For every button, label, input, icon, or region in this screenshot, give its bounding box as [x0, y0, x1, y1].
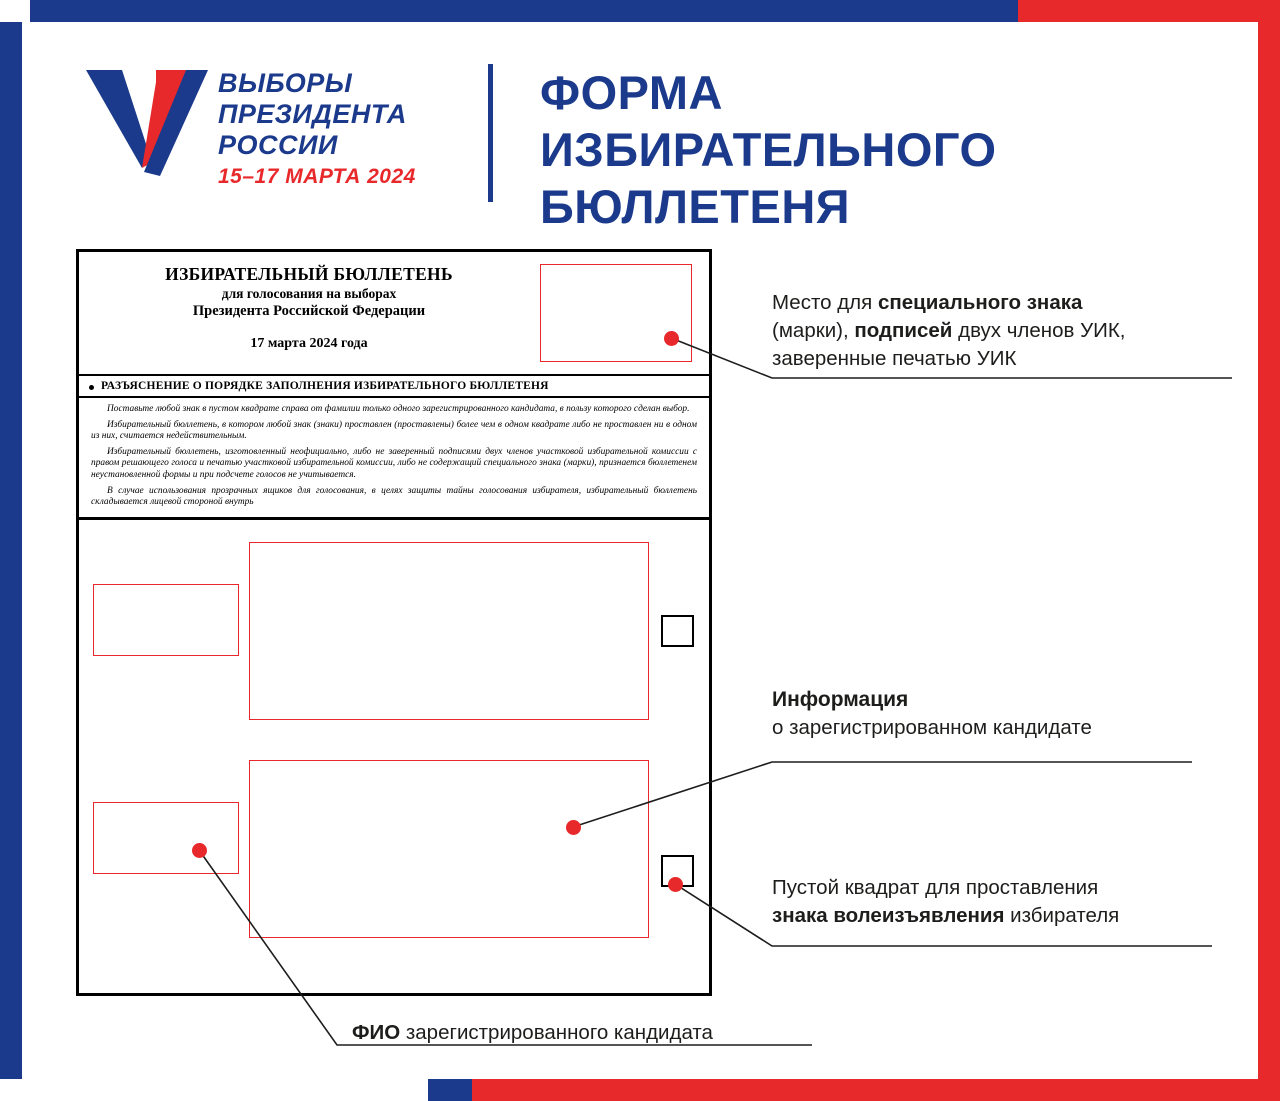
page-title-line-1: ФОРМА: [540, 66, 723, 119]
candidate-info-annotation-body: о зарегистрированном кандидате: [772, 716, 1092, 739]
stamp-annotation-bold-b: подписей: [854, 319, 953, 342]
ballot-title-line-1: ИЗБИРАТЕЛЬНЫЙ БЮЛЛЕТЕНЬ: [165, 264, 453, 284]
stamp-annotation-text-a: Место для: [772, 291, 878, 314]
explanation-paragraph: Избирательный бюллетень, в котором любой знак (знаки) проставлен (проставлены) более чем в одном квадрате либо не проставлен ни в одном из них, считается недействительным.: [91, 419, 697, 442]
logo-date: 15–17 МАРТА 2024: [218, 165, 416, 188]
candidate-name-annotation-rest: зарегистрированного кандидата: [400, 1021, 713, 1044]
logo-line-3: РОССИИ: [218, 130, 338, 160]
logo-line-2: ПРЕЗИДЕНТА: [218, 99, 407, 129]
callout-dot-stamp: [664, 331, 679, 346]
ballot-title-line-3: Президента Российской Федерации: [192, 303, 426, 319]
stamp-annotation-bold-a: специального знака: [877, 291, 1083, 314]
empty-square-annotation-bold: знака волеизъявления: [772, 904, 1005, 927]
explanation-paragraph: В случае использования прозрачных ящиков для голосования, в целях защиты тайны голосования избирателя, избирательный бюллетень складывается лицевой стороной внутрь: [91, 485, 697, 508]
callout-dot-candidate-info: [566, 820, 581, 835]
candidate-info-annotation-head: Информация: [772, 688, 909, 711]
stamp-annotation-text-b: (марки),: [772, 319, 855, 342]
candidate-name-annotation-bold: ФИО: [352, 1021, 401, 1044]
empty-square-annotation-tail: избирателя: [1004, 904, 1120, 927]
explanation-paragraph: Поставьте любой знак в пустом квадрате справа от фамилии только одного зарегистрированного кандидата, в пользу которого сделан выбор.: [107, 404, 690, 414]
logo-line-1: ВЫБОРЫ: [218, 68, 353, 98]
stamp-annotation-text-d: заверенные печатью УИК: [772, 347, 1017, 370]
explanation-paragraph: Избирательный бюллетень, изготовленный неофициально, либо не заверенный подписями двух членов участковой избирательной комиссии с правом решающего голоса и печатью участковой избирательной комиссии, либо не содержащий специального знака (марки), признается бюллетенем неустановленной формы и при подсчете голосов не учитывается.: [91, 446, 697, 480]
ballot-date: 17 марта 2024 года: [250, 336, 368, 351]
explanation-header-text: РАЗЪЯСНЕНИЕ О ПОРЯДКЕ ЗАПОЛНЕНИЯ ИЗБИРАТЕЛЬНОГО БЮЛЛЕТЕНЯ: [101, 380, 549, 392]
ballot-title-line-2: для голосования на выборах: [221, 286, 397, 301]
callout-dot-vote-square: [668, 877, 683, 892]
callout-dot-candidate-name: [192, 843, 207, 858]
page-title-line-2: ИЗБИРАТЕЛЬНОГО БЮЛЛЕТЕНЯ: [540, 123, 997, 233]
empty-square-annotation-line-1: Пустой квадрат для проставления: [772, 876, 1099, 899]
stamp-annotation-text-c: двух членов УИК,: [952, 319, 1126, 342]
